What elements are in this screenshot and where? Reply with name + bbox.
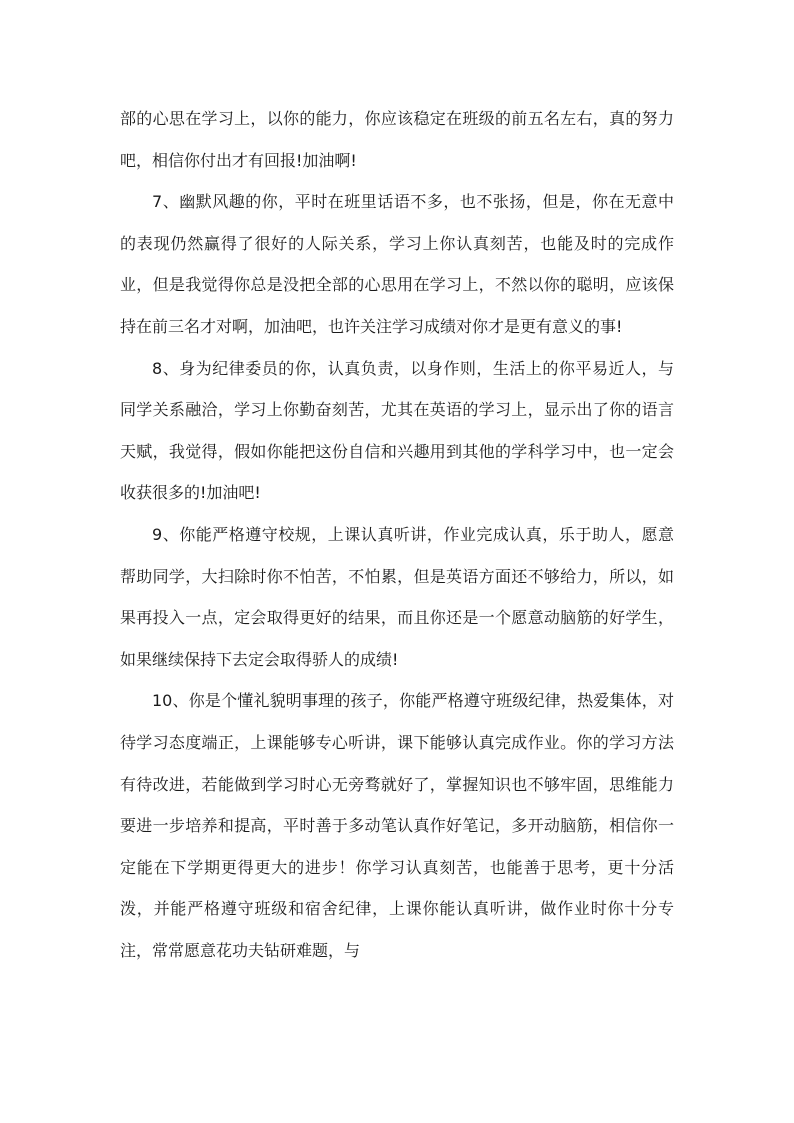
paragraph-comment-9: 9、你能严格遵守校规，上课认真听讲，作业完成认真，乐于助人，愿意帮助同学，大扫除时你不怕苦，不怕累，但是英语方面还不够给力，所以，如果再投入一点，定会取得更好的结果，而且你还是一个愿意动脑筋的好学生，如果继续保持下去定会取得骄人的成绩!	[120, 524, 674, 669]
paragraph-comment-10: 10、你是个懂礼貌明事理的孩子，你能严格遵守班级纪律，热爱集体，对待学习态度端正，上课能够专心听讲，课下能够认真完成作业。你的学习方法有待改进，若能做到学习时心无旁骛就好了，掌握知识也不够牢固，思维能力要进一步培养和提高，平时善于多动笔认真作好笔记，多开动脑筋，相信你一定能在下学期更得更大的进步！你学习认真刻苦，也能善于思考，更十分活泼，并能严格遵守班级和宿舍纪律，上课你能认真听讲，做作业时你十分专注，常常愿意花功夫钻研难题，与	[120, 691, 674, 960]
paragraph-comment-7: 7、幽默风趣的你，平时在班里话语不多，也不张扬，但是，你在无意中的表现仍然赢得了很好的人际关系，学习上你认真刻苦，也能及时的完成作业，但是我觉得你总是没把全部的心思用在学习上，不然以你的聪明，应该保持在前三名才对啊，加油吧，也许关注学习成绩对你才是更有意义的事!	[120, 192, 674, 336]
paragraph-comment-8: 8、身为纪律委员的你，认真负责，以身作则，生活上的你平易近人，与同学关系融洽，学习上你勤奋刻苦，尤其在英语的学习上，显示出了你的语言天赋，我觉得，假如你能把这份自信和兴趣用到其他的学科学习中，也一定会收获很多的!加油吧!	[120, 358, 674, 503]
document-body	[120, 98, 674, 971]
paragraph-continued: 部的心思在学习上，以你的能力，你应该稳定在班级的前五名左右，真的努力吧，相信你付出才有回报!加油啊!	[120, 109, 674, 170]
